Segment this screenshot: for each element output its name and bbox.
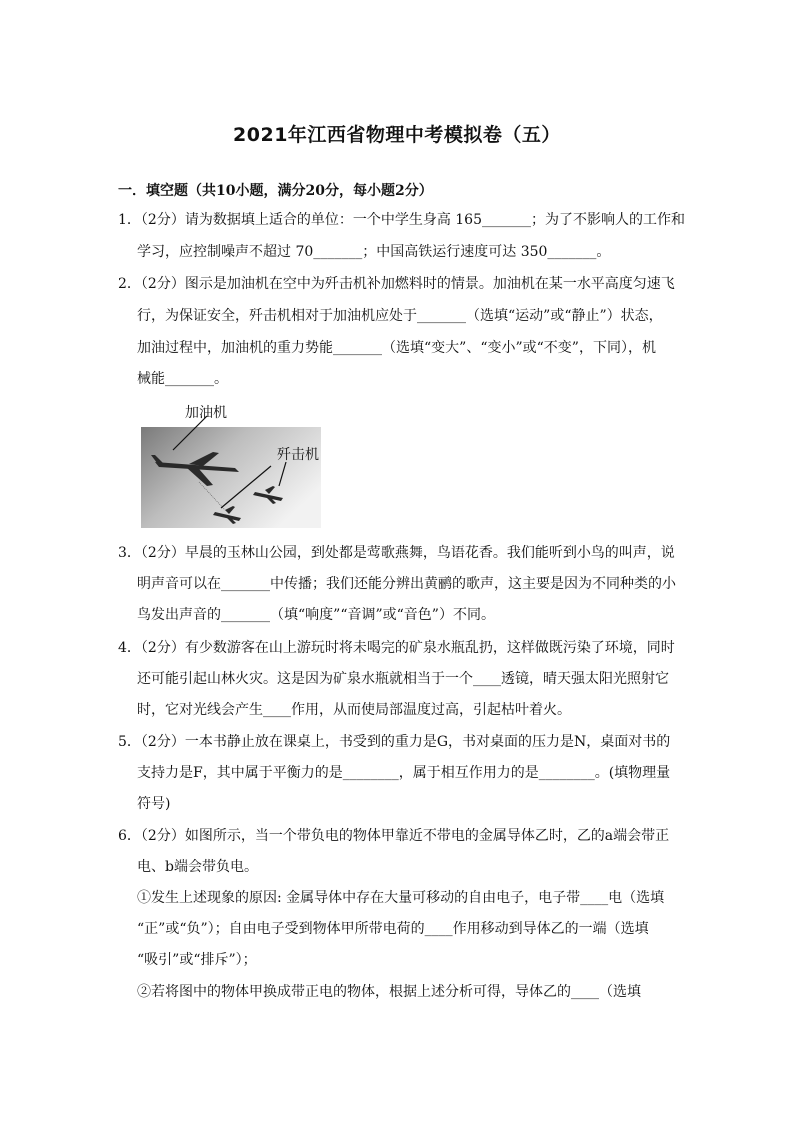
tanker-label: 加油机 (185, 405, 227, 421)
question-1-line-1: 1．（2分）请为数据填上适合的单位：一个中学生身高 165_______；为了不影响人的工作和 (118, 212, 685, 228)
question-2-line-3: 加油过程中，加油机的重力势能_______（选填“变大”、“变小”或“不变”，下同），机 (137, 340, 656, 356)
question-6-line-1: 6．（2分）如图所示，当一个带负电的物体甲靠近不带电的金属导体乙时，乙的a端会带正 (118, 828, 670, 844)
section-heading: 一．填空题（共10小题，满分20分，每小题2分） (118, 183, 433, 199)
question-6-line-2: 电、b端会带负电。 (137, 859, 258, 875)
question-6-line-3: ①发生上述现象的原因: 金属导体中存在大量可移动的自由电子，电子带____电（选填 (137, 890, 665, 906)
question-1-line-2: 学习，应控制噪声不超过 70_______；中国高铁运行速度可达 350_______。 (137, 244, 611, 260)
refueling-photo (141, 400, 321, 528)
question-3-line-2: 明声音可以在_______中传播；我们还能分辨出黄鹂的歌声，这主要是因为不同种类的小 (137, 576, 676, 592)
question-4-line-2: 还可能引起山林火灾。这是因为矿泉水瓶就相当于一个____透镜，晴天强太阳光照射它 (137, 671, 669, 687)
question-2-line-1: 2．（2分）图示是加油机在空中为歼击机补加燃料时的情景。加油机在某一水平高度匀速飞 (118, 276, 675, 292)
question-3-line-3: 鸟发出声音的_______（填“响度”“音调”或“音色”）不同。 (137, 607, 495, 623)
question-3-line-1: 3．（2分）早晨的玉林山公园，到处都是莺歌燕舞，鸟语花香。我们能听到小鸟的叫声，说 (118, 545, 675, 561)
question-5-line-1: 5．（2分）一本书静止放在课桌上，书受到的重力是G，书对桌面的压力是N，桌面对书的 (118, 734, 671, 750)
question-6-line-5: “吸引”或“排斥”）； (137, 952, 257, 968)
question-2-line-4: 械能_______。 (137, 371, 228, 387)
question-4-line-1: 4．（2分）有少数游客在山上游玩时将未喝完的矿泉水瓶乱扔，这样做既污染了环境，同时 (118, 640, 675, 656)
question-4-line-3: 时，它对光线会产生____作用，从而使局部温度过高，引起枯叶着火。 (137, 702, 571, 718)
question-5-line-3: 符号) (137, 796, 171, 812)
question-2-line-2: 行，为保证安全，歼击机相对于加油机应处于_______（选填“运动”或“静止”）状态， (137, 308, 663, 324)
question-5-line-2: 支持力是F，其中属于平衡力的是________，属于相互作用力的是________。(填物理量 (137, 765, 671, 781)
refueling-figure (141, 400, 321, 528)
exam-title: 2021年江西省物理中考模拟卷（五） (233, 124, 561, 146)
question-6-line-6: ②若将图中的物体甲换成带正电的物体，根据上述分析可得，导体乙的____（选填 (137, 984, 641, 1000)
sky-background (141, 427, 321, 528)
question-6-line-4: “正”或“负”）；自由电子受到物体甲所带电荷的____作用移动到导体乙的一端（选填 (137, 921, 649, 937)
fighter-label: 歼击机 (277, 447, 319, 463)
